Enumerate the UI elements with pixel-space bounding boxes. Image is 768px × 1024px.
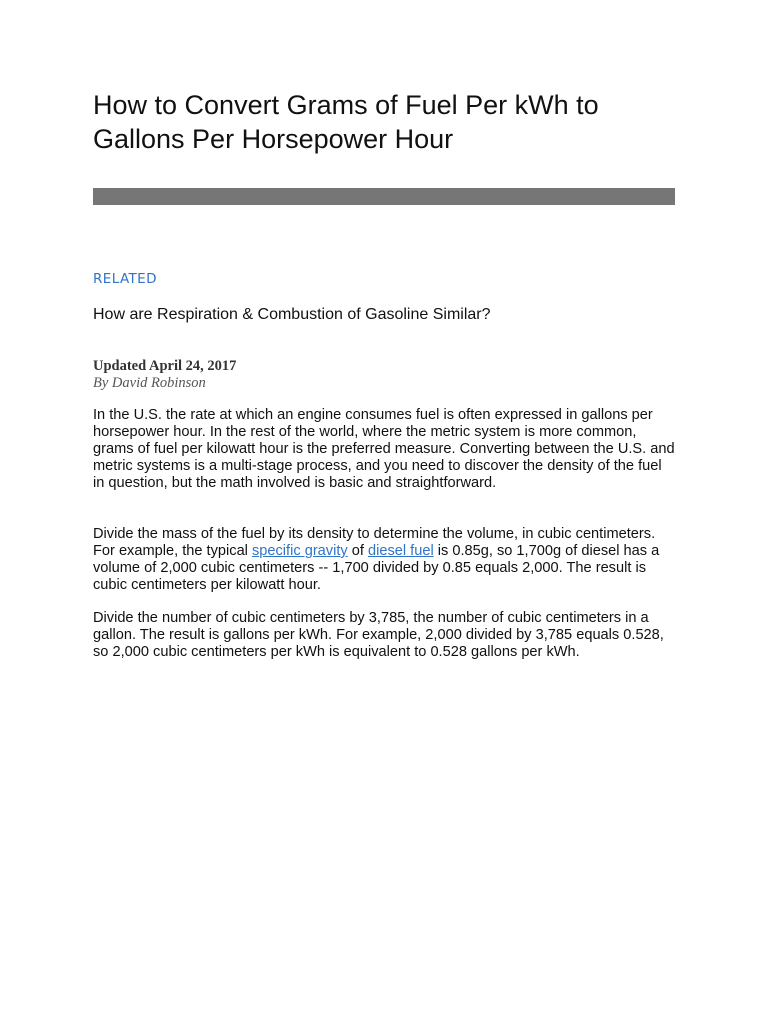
related-article-link[interactable]: How are Respiration & Combustion of Gasoline Similar? xyxy=(93,306,491,323)
paragraph-intro: In the U.S. the rate at which an engine consumes fuel is often expressed in gallons per horsepower hour. In the rest of the world, where the metric system is more common, grams of fuel per kilowatt hour is the preferred measure. Converting between the U.S. and metric systems is a multi-stage process, and you need to discover the density of the fuel in question, but the math involved is basic and straightforward. xyxy=(93,407,675,491)
paragraph-step-2: Divide the number of cubic centimeters by 3,785, the number of cubic centimeters in a gallon. The result is gallons per kWh. For example, 2,000 divided by 3,785 equals 0.528, so 2,000 cubic centimeters per kWh is equivalent to 0.528 gallons per kWh. xyxy=(93,610,664,660)
diesel-fuel-link[interactable]: diesel fuel xyxy=(367,543,434,559)
paragraph-text: Divide the mass of the fuel by its density to determine the volume, in cubic centimeters. For example, the typical xyxy=(93,526,656,559)
related-label: RELATED xyxy=(93,271,157,287)
page-title: How to Convert Grams of Fuel Per kWh to Gallons Per Horsepower Hour xyxy=(93,90,599,154)
paragraph-text: is 0.85g, so 1,700g of diesel has a volume of 2,000 cubic centimeters -- 1,700 divided by 0.85 equals 2,000. The result is cubic centimeters per kilowatt hour. xyxy=(93,543,660,593)
title-divider-bar xyxy=(93,188,675,205)
paragraph-text: of xyxy=(347,543,368,559)
paragraph-step-1 xyxy=(93,526,675,594)
updated-date: Updated April 24, 2017 xyxy=(93,358,237,374)
specific-gravity-link[interactable]: specific gravity xyxy=(251,543,348,559)
author-byline: By David Robinson xyxy=(93,375,206,391)
